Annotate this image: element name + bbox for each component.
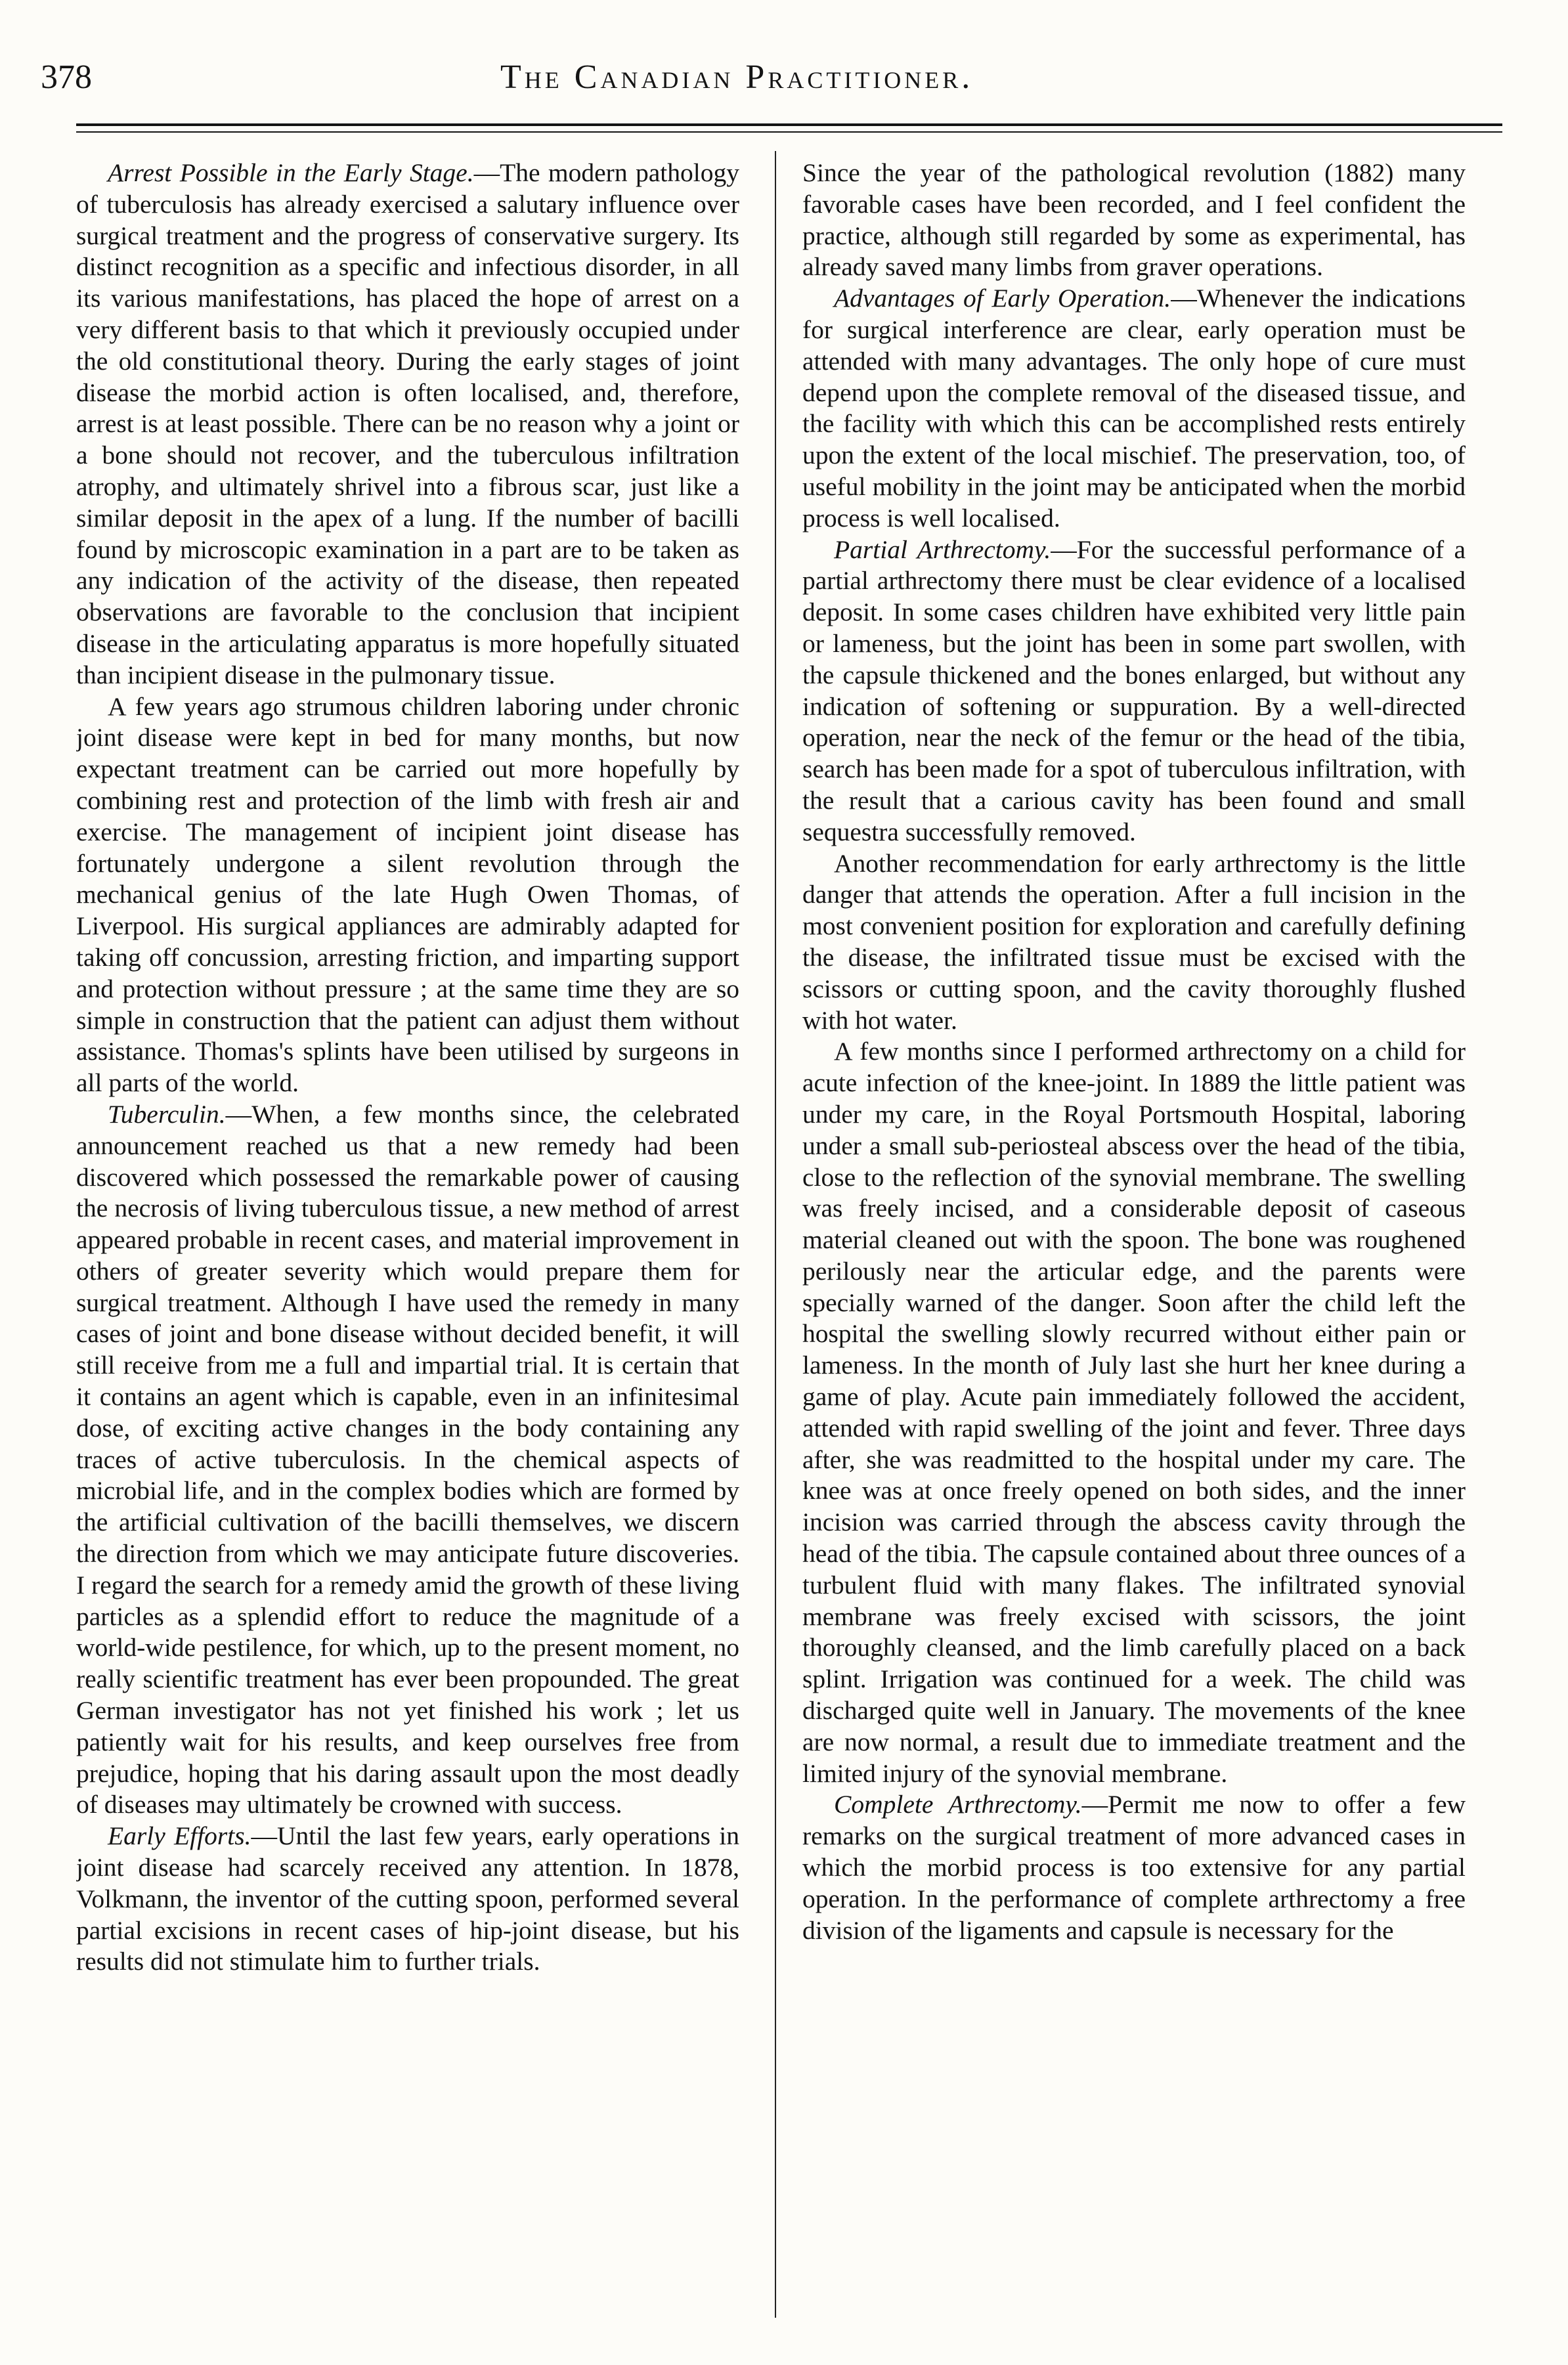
paragraph-text: —When, a few months since, the celebrated announcement reached us that a new remedy had been discovered which possessed the remarkable power of causing the necrosis of living tuberculous tissue, a new method of arrest appeared probable in recent cases, and material improvement in others of greater severity which would prepare them for surgical treatment. Although I have used the remedy in many cases of joint and bone disease without decided benefit, it will still receive from me a full and impartial trial. It is certain that it contains an agent which is capable, even in an infinitesimal dose, of exciting active changes in the body containing any traces of active tuberculosis. In the chemical aspects of microbial life, and in the complex bodies which are formed by the artificial cultivation of the bacilli themselves, we discern the direction from which we may anticipate future discoveries. I regard the search for a remedy amid the growth of these living particles as a splendid effort to reduce the magnitude of a world-wide pestilence, for which, up to the present moment, no really scientific treatment has ever been propounded. The great German investigator has not yet finished his work ; let us patiently wait for his results, and keep ourselves free from prejudice, hoping that his daring assault upon the most deadly of diseases may ultimately be crowned with success. [76,1099,739,1819]
paragraph-pathological-revolution: Since the year of the pathological revolution (1882) many favorable cases have been recorded, and I feel confident the practice, although still regarded by some as experimental, has already saved many limbs from graver operations. [802,158,1466,282]
header-rule-thin [76,131,1502,133]
section-heading: Arrest Possible in the Early Stage. [108,158,474,187]
journal-title: The Canadian Practitioner. [500,58,974,96]
paragraph-arrest-possible [76,158,739,691]
page-number: 378 [41,58,92,96]
paragraph-text: —Until the last few years, early operations in joint disease had scarcely received any attention. In 1878, Volkmann, the inventor of the cutting spoon, performed several partial excisions in recent cases of hip-joint disease, but his results did not stimulate him to further trials. [76,1821,739,1976]
left-column [76,158,739,2344]
paragraph-tuberculin [76,1099,739,1821]
section-heading: Complete Arthrectomy. [834,1790,1082,1819]
right-column [802,158,1466,2344]
section-heading: Advantages of Early Operation. [834,284,1171,313]
paragraph-another-recommendation: Another recommendation for early arthrectomy is the little danger that attends the operation. After a full incision in the most convenient position for exploration and carefully defining the disease, the infiltrated tissue must be excised with the scissors or cutting spoon, and the cavity thoroughly flushed with hot water. [802,848,1466,1035]
paragraph-complete-arthrectomy [802,1789,1466,1946]
paragraph-text: —The modern pathology of tuberculosis has already exercised a salutary influence over surgical treatment and the progress of conservative surgery. Its distinct recognition as a specific and infectious disorder, in all its various manifestations, has placed the hope of arrest on a very different basis to that which it previously occupied under the old constitutional theory. During the early stages of joint disease the morbid action is often localised, and, therefore, arrest is at least possible. There can be no reason why a joint or a bone should not recover, and the tuberculous infiltration atrophy, and ultimately shrivel into a fibrous scar, just like a similar deposit in the apex of a lung. If the number of bacilli found by microscopic examination in a part are to be taken as any indication of the activity of the disease, then repeated observations are favorable to the conclusion that incipient disease in the articulating apparatus is more hopefully situated than incipient disease in the pulmonary tissue. [76,158,739,689]
paragraph-text: —Permit me now to offer a few remarks on the surgical treatment of more advanced cases in which the morbid process is too extensive for any partial operation. In the performance of complete arthrectomy a free division of the ligaments and capsule is necessary for the [802,1790,1466,1945]
paragraph-early-efforts [76,1821,739,1978]
paragraph-strumous-children: A few years ago strumous children laboring under chronic joint disease were kept in bed for many months, but now expectant treatment can be carried out more hopefully by combining rest and protection of the limb with fresh air and exercise. The management of incipient joint disease has fortunately undergone a silent revolution through the mechanical genius of the late Hugh Owen Thomas, of Liverpool. His surgical appliances are admirably adapted for taking off concussion, arresting friction, and imparting support and protection without pressure ; at the same time they are so simple in construction that the patient can adjust them without assistance. Thomas's splints have been utilised by surgeons in all parts of the world. [76,691,739,1098]
section-heading: Partial Arthrectomy. [834,534,1051,564]
page-header [41,58,1485,118]
column-divider [775,151,776,2318]
paragraph-text: —Whenever the indications for surgical interference are clear, early operation must be attended with many advantages. The only hope of cure must depend upon the complete removal of the diseased tissue, and the facility with which this can be accomplished rests entirely upon the extent of the local mischief. The preservation, too, of useful mobility in the joint may be anticipated when the morbid process is well localised. [802,284,1466,532]
paragraph-partial-arthrectomy [802,534,1466,848]
header-rule [76,123,1502,126]
paragraph-advantages [802,283,1466,534]
section-heading: Tuberculin. [108,1099,226,1129]
paragraph-text: —For the successful performance of a partial arthrectomy there must be clear evidence of a localised deposit. In some cases children have exhibited very little pain or lameness, but the joint has been in some part swollen, with the capsule thickened and the bones enlarged, but without any indication of softening or suppuration. By a well-directed operation, near the neck of the femur or the head of the tibia, search has been made for a spot of tuberculous infiltration, with the result that a carious cavity has been found and small sequestra successfully removed. [802,534,1466,846]
paragraph-case-report: A few months since I performed arthrectomy on a child for acute infection of the knee-joint. In 1889 the little patient was under my care, in the Royal Portsmouth Hospital, laboring under a small sub-periosteal abscess over the head of the tibia, close to the reflection of the synovial membrane. The swelling was freely incised, and a considerable deposit of caseous material cleaned out with the spoon. The bone was roughened perilously near the articular edge, and the parents were specially warned of the danger. Soon after the child left the hospital the swelling slowly recurred without either pain or lameness. In the month of July last she hurt her knee during a game of play. Acute pain immediately followed the accident, attended with rapid swelling of the joint and fever. Three days after, she was readmitted to the hospital under my care. The knee was at once freely opened on both sides, and the inner incision was carried through the abscess cavity through the head of the tibia. The capsule contained about three ounces of a turbulent fluid with many flakes. The infiltrated synovial membrane was freely excised with scissors, the joint thoroughly cleansed, and the limb carefully placed on a back splint. Irrigation was continued for a week. The child was discharged quite well in January. The movements of the knee are now normal, a result due to immediate treatment and the limited injury of the synovial membrane. [802,1037,1466,1788]
section-heading: Early Efforts. [108,1821,251,1851]
